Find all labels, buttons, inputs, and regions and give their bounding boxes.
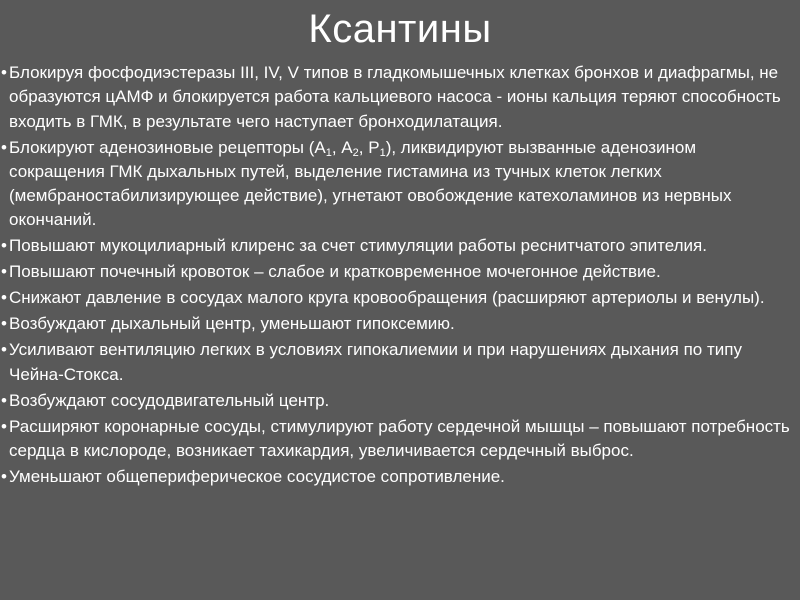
bullet-marker: • xyxy=(1,390,7,410)
bullet-marker: • xyxy=(1,416,7,436)
bullet-item xyxy=(1,234,791,258)
bullet-item xyxy=(1,61,791,134)
bullet-text-part: Блокируют аденозиновые рецепторы (А xyxy=(9,137,326,157)
bullet-list xyxy=(1,61,791,491)
bullet-item xyxy=(1,136,791,233)
bullet-item xyxy=(1,260,791,284)
bullet-text: Расширяют коронарные сосуды, стимулируют работу сердечной мышцы – повышают потребность сердца в кислороде, возникает тахикардия, увеличивается сердечный выброс. xyxy=(9,416,790,460)
bullet-marker: • xyxy=(1,466,7,486)
bullet-marker: • xyxy=(1,137,7,157)
slide-title: Ксантины xyxy=(308,7,492,51)
bullet-item xyxy=(1,415,791,464)
subscript: 1 xyxy=(325,146,332,159)
bullet-text: Уменьшают общепериферическое сосудистое сопротивление. xyxy=(9,466,505,486)
bullet-text-part: , Р xyxy=(358,137,380,157)
bullet-marker: • xyxy=(1,262,7,282)
bullet-marker: • xyxy=(1,340,7,360)
bullet-text: Блокируя фосфодиэстеразы III, IV, V типов в гладкомышечных клетках бронхов и диафрагмы, не образуются цАМФ и блокируется работа кальциевого насоса - ионы кальция теряют способность входить в ГМК, в результате чего наступает бронходилатация. xyxy=(9,63,781,131)
bullet-text: Снижают давление в сосудах малого круга кровообращения (расширяют артериолы и венулы). xyxy=(9,288,765,308)
bullet-text: Повышают мукоцилиарный клиренс за счет стимуляции работы реснитчатого эпителия. xyxy=(9,236,707,256)
bullet-marker: • xyxy=(1,63,7,82)
bullet-item xyxy=(1,389,791,413)
bullet-item xyxy=(1,286,791,310)
bullet-text-part: , А xyxy=(331,137,353,157)
bullet-item xyxy=(1,338,791,387)
bullet-text: Усиливают вентиляцию легких в условиях гипокалиемии и при нарушениях дыхания по типу Чейна-Стокса. xyxy=(9,340,742,384)
bullet-text: Возбуждают дыхальный центр, уменьшают гипоксемию. xyxy=(9,314,455,334)
bullet-item xyxy=(1,465,791,489)
bullet-item xyxy=(1,312,791,336)
bullet-text: Повышают почечный кровоток – слабое и кратковременное мочегонное действие. xyxy=(9,262,661,282)
subscript: 1 xyxy=(379,146,386,159)
bullet-text: Возбуждают сосудодвигательный центр. xyxy=(9,390,330,410)
subscript: 2 xyxy=(352,146,359,159)
bullet-marker: • xyxy=(1,236,7,256)
bullet-marker: • xyxy=(1,288,7,308)
bullet-text-part: ), ликвидируют вызванные аденозином сокращения ГМК дыхальных путей, выделение гистамина из тучных клеток легких (мембраностабилизирующее действие), угнетают овобождение катехоламинов из нервных окончаний. xyxy=(9,137,732,230)
bullet-text xyxy=(9,138,732,230)
bullet-marker: • xyxy=(1,314,7,334)
